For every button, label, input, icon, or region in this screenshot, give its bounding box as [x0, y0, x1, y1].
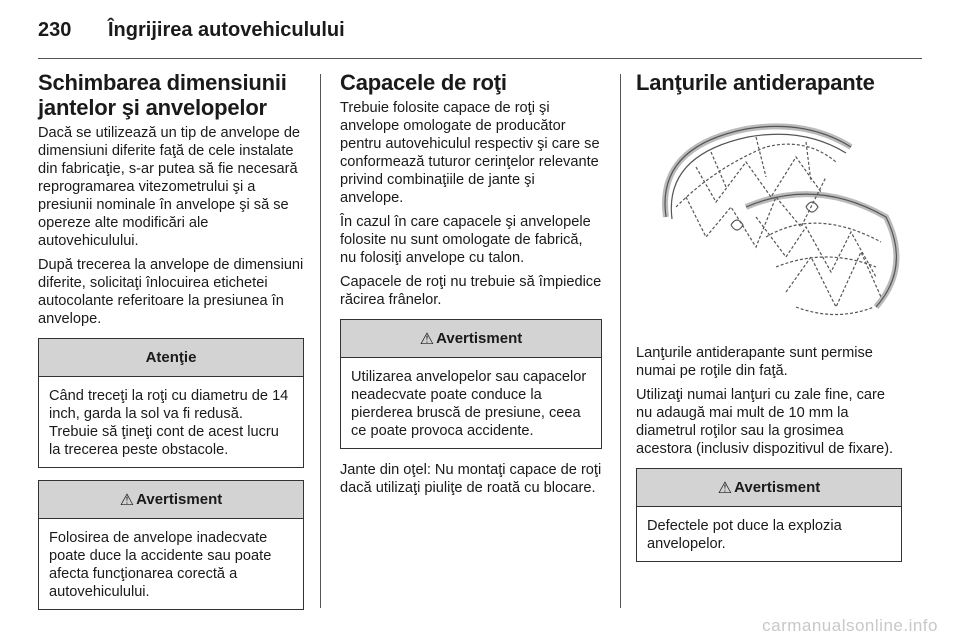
- paragraph: După trecerea la anvelope de dimensiuni diferite, solicitaţi înlocuirea etichetei autocolante referitoare la presiunea în anvelope.: [38, 257, 304, 327]
- warning-box: [38, 480, 304, 610]
- section-heading-wheel-covers: Capacele de roţi: [340, 70, 507, 95]
- column-wheel-covers: [340, 70, 602, 503]
- column-divider-2: [620, 74, 621, 608]
- paragraph: Dacă se utilizează un tip de anvelope de dimensiuni diferite faţă de cele instalate din fabricaţie, s-ar putea să fie necesară reprogramarea vitezometrului şi a presiunii nominale în anvelope şi să se opereze alte modificări ale autovehiculului.: [38, 125, 301, 249]
- caution-box-text: Când treceţi la roţi cu diametru de 14 inch, garda la sol va fi redusă. Trebuie să ţineţi cont de acest lucru la trecerea peste obstacole.: [49, 388, 289, 458]
- column-wheel-size: [38, 70, 304, 622]
- page-number: 230: [38, 18, 72, 41]
- caution-box-title: Atenţie: [39, 339, 303, 377]
- watermark: carmanualsonline.info: [762, 616, 938, 635]
- paragraph: Jante din oţel: Nu montaţi capace de roţi dacă utilizaţi piuliţe de roată cu blocare.: [340, 462, 602, 496]
- paragraph: Utilizaţi numai lanţuri cu zale fine, care nu adaugă mai mult de 10 mm la diametrul roţilor sau la grosimea acestora (inclusiv dispozitivul de fixare).: [636, 387, 894, 457]
- warning-box-text: Folosirea de anvelope inadecvate poate duce la accidente sau poate afecta funcţionarea corectă a autovehiculului.: [49, 530, 272, 600]
- warning-box-title: Avertisment: [136, 491, 223, 508]
- warning-box-header: [341, 320, 601, 358]
- warning-box-header: [637, 469, 901, 507]
- warning-box-text: Defectele pot duce la explozia anvelopelor.: [647, 518, 842, 552]
- warning-box-text: Utilizarea anvelopelor sau capacelor neadecvate poate conduce la pierderea bruscă de presiune, ceea ce poate provoca accidente.: [351, 369, 587, 439]
- page-header: [38, 14, 345, 46]
- section-heading-wheel-size: Schimbarea dimensiunii jantelor şi anvelopelor: [38, 70, 287, 120]
- section-heading-snow-chains: Lanţurile antiderapante: [636, 70, 875, 95]
- warning-triangle-icon: ⚠: [119, 491, 135, 509]
- warning-box-header: [39, 481, 303, 519]
- paragraph: Trebuie folosite capace de roţi şi anvelope omologate de producător pentru autovehiculul respectiv şi care se conformează tuturor cerinţelor relevante privind combinaţiile de jante şi anvelope.: [340, 100, 600, 206]
- warning-box-title: Avertisment: [734, 479, 821, 496]
- snow-chains-illustration: [636, 107, 902, 333]
- warning-box-title: Avertisment: [436, 330, 523, 347]
- warning-box: [636, 468, 902, 562]
- caution-box: [38, 338, 304, 468]
- warning-triangle-icon: ⚠: [717, 479, 733, 497]
- column-divider-1: [320, 74, 321, 608]
- column-snow-chains: [636, 70, 902, 574]
- warning-triangle-icon: ⚠: [419, 330, 435, 348]
- chapter-title: Îngrijirea autovehiculului: [108, 18, 345, 41]
- warning-box: [340, 319, 602, 449]
- header-divider: [38, 58, 922, 59]
- paragraph: Lanţurile antiderapante sunt permise numai pe roţile din faţă.: [636, 345, 873, 379]
- paragraph: În cazul în care capacele şi anvelopele folosite nu sunt omologate de fabrică, nu folosiţi anvelope cu talon.: [340, 214, 591, 266]
- paragraph: Capacele de roţi nu trebuie să împiedice răcirea frânelor.: [340, 274, 602, 308]
